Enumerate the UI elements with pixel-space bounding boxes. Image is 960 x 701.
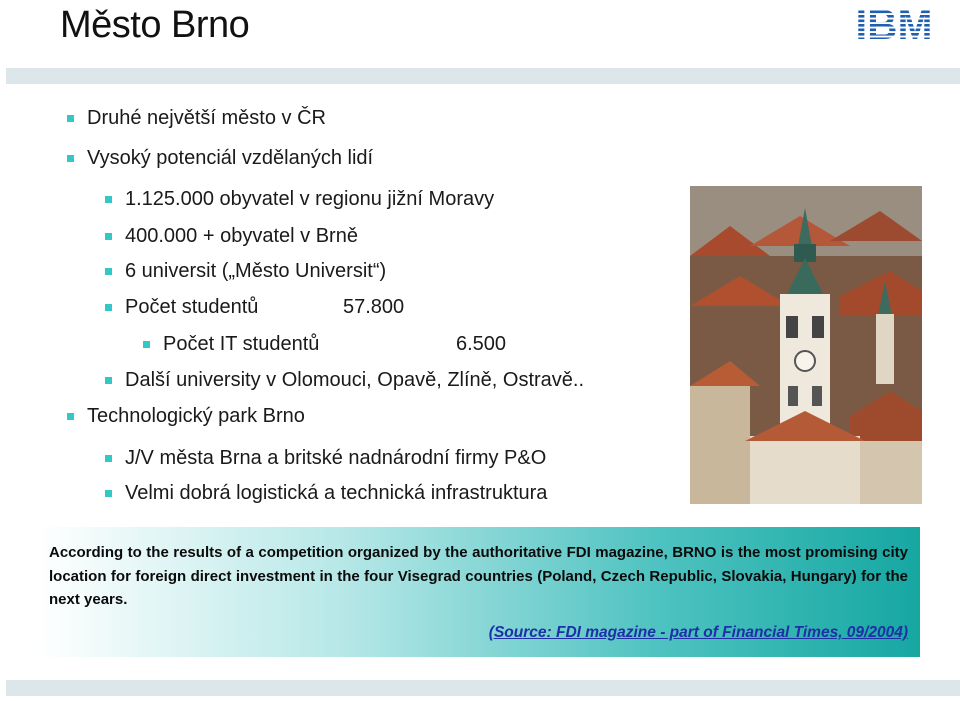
bullet-level2 xyxy=(105,447,546,470)
square-bullet-icon xyxy=(105,268,112,275)
square-bullet-icon xyxy=(105,490,112,497)
bullet-value: 6.500 xyxy=(456,333,507,355)
bullet-level2 xyxy=(105,369,584,392)
bullet-text: Velmi dobrá logistická a technická infrastruktura xyxy=(125,482,548,504)
square-bullet-icon xyxy=(143,341,150,348)
bullet-text: Počet studentů xyxy=(125,296,259,318)
square-bullet-icon xyxy=(67,155,74,162)
fdi-callout-box xyxy=(37,527,920,657)
brno-old-town-hall-photo xyxy=(690,186,922,504)
bullet-level2 xyxy=(105,188,494,211)
square-bullet-icon xyxy=(67,115,74,122)
bullet-text: Počet IT studentů xyxy=(163,333,320,355)
header-band xyxy=(6,68,960,84)
bullet-level2 xyxy=(105,296,404,319)
callout-text: According to the results of a competition organized by the authoritative FDI magazine, BRNO is the most promising city location for foreign direct investment in the four Visegrad countries (Poland, Czech Republic, Slovakia, Hungary) for the next years. xyxy=(49,544,908,608)
bullet-text: Další university v Olomouci, Opavě, Zlíně, Ostravě.. xyxy=(125,369,585,391)
bullet-level1 xyxy=(67,107,326,130)
square-bullet-icon xyxy=(67,413,74,420)
bullet-text: 6 universit („Město Universit“) xyxy=(125,260,387,282)
bullet-level2 xyxy=(105,482,547,505)
callout-source-link[interactable]: (Source: FDI magazine - part of Financial Times, 09/2004) xyxy=(488,624,908,641)
bullet-text: 1.125.000 obyvatel v regionu jižní Moravy xyxy=(125,188,495,210)
bullet-text: 400.000 + obyvatel v Brně xyxy=(125,225,358,247)
ibm-logo-text: IBM xyxy=(855,6,933,42)
bullet-level1 xyxy=(67,405,305,428)
bullet-level3 xyxy=(143,333,506,356)
page-title: Město Brno xyxy=(60,4,250,46)
square-bullet-icon xyxy=(105,233,112,240)
ibm-logo xyxy=(846,6,942,42)
square-bullet-icon xyxy=(105,455,112,462)
square-bullet-icon xyxy=(105,304,112,311)
bullet-level1 xyxy=(67,147,373,170)
bullet-text: Vysoký potenciál vzdělaných lidí xyxy=(87,147,374,169)
bullet-text: Druhé největší město v ČR xyxy=(87,107,326,129)
bullet-text: J/V města Brna a britské nadnárodní firmy P&O xyxy=(125,447,547,469)
square-bullet-icon xyxy=(105,377,112,384)
bullet-level2 xyxy=(105,225,358,248)
bullet-text: Technologický park Brno xyxy=(87,405,305,427)
bullet-level2 xyxy=(105,260,386,283)
footer-band xyxy=(6,680,960,696)
bullet-value: 57.800 xyxy=(343,296,405,318)
square-bullet-icon xyxy=(105,196,112,203)
